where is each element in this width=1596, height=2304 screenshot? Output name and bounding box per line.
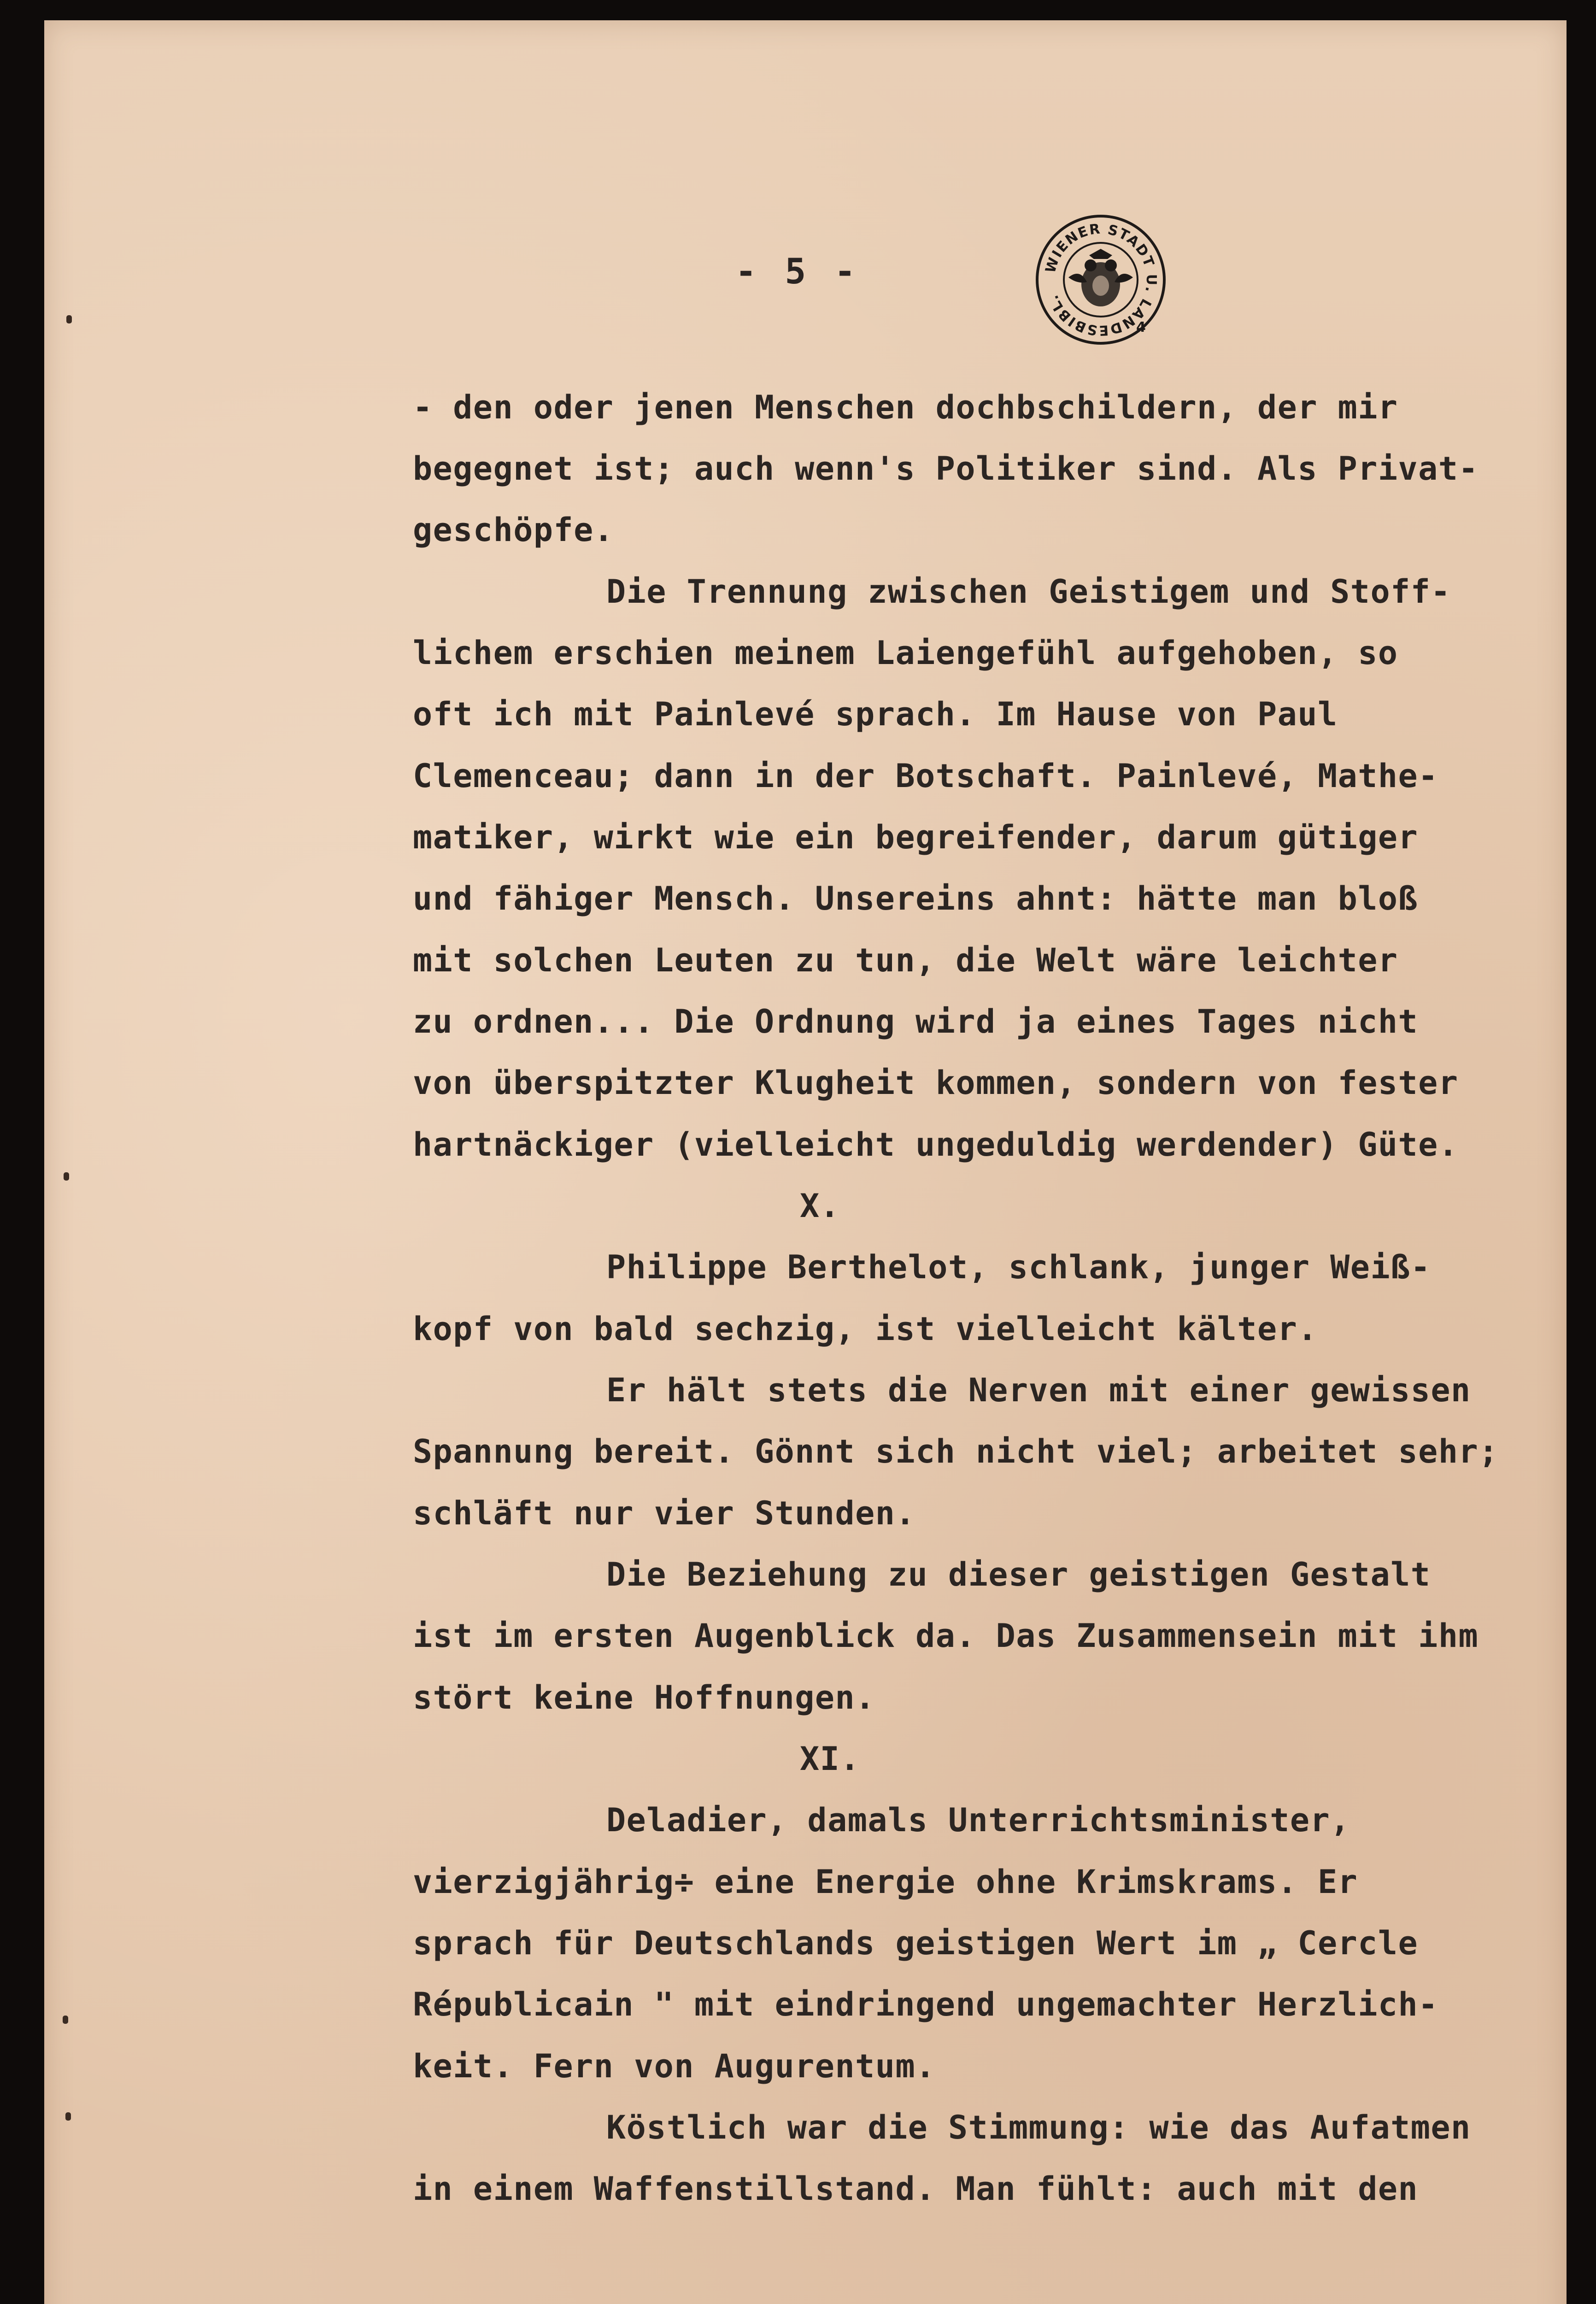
text-line: begegnet ist; auch wenn's Politiker sind. Als Privat- bbox=[413, 450, 1479, 488]
text-line: von überspitzter Klugheit kommen, sondern von fester bbox=[413, 1064, 1459, 1102]
text-line: in einem Waffenstillstand. Man fühlt: auch mit den bbox=[413, 2170, 1419, 2208]
text-line: matiker, wirkt wie ein begreifender, darum gütiger bbox=[413, 818, 1419, 856]
binder-mark bbox=[64, 1172, 69, 1181]
text-line: schläft nur vier Stunden. bbox=[413, 1494, 916, 1532]
document-page bbox=[44, 20, 1567, 2304]
text-line: Spannung bereit. Gönnt sich nicht viel; arbeitet sehr; bbox=[413, 1433, 1499, 1470]
text-line: keit. Fern von Augurentum. bbox=[413, 2047, 936, 2085]
binder-mark bbox=[66, 315, 72, 323]
section-heading: X. bbox=[800, 1187, 840, 1225]
text-line: Philippe Berthelot, schlank, junger Weiß- bbox=[606, 1248, 1431, 1286]
text-line: Clemenceau; dann in der Botschaft. Painlevé, Mathe- bbox=[413, 757, 1438, 795]
text-line: - den oder jenen Menschen dochbschildern, der mir bbox=[413, 388, 1398, 426]
text-line: zu ordnen... Die Ordnung wird ja eines Tages nicht bbox=[413, 1003, 1419, 1040]
text-line: mit solchen Leuten zu tun, die Welt wäre leichter bbox=[413, 941, 1398, 979]
library-stamp bbox=[1034, 213, 1168, 347]
section-heading: XI. bbox=[800, 1740, 860, 1778]
text-line: stört keine Hoffnungen. bbox=[413, 1679, 875, 1716]
text-line: Die Trennung zwischen Geistigem und Stoff- bbox=[606, 573, 1451, 611]
binder-mark bbox=[65, 2112, 71, 2121]
text-line: lichem erschien meinem Laiengefühl aufgehoben, so bbox=[413, 634, 1398, 672]
text-line: Deladier, damals Unterrichtsminister, bbox=[606, 1801, 1350, 1839]
svg-text:4: 4 bbox=[1136, 319, 1146, 335]
text-line: geschöpfe. bbox=[413, 511, 614, 549]
binder-mark bbox=[63, 2016, 68, 2024]
text-line: Köstlich war die Stimmung: wie das Aufatmen bbox=[606, 2109, 1471, 2146]
svg-text:WIENER STADT U. LANDESBIBL.: WIENER STADT U. LANDESBIBL. bbox=[1042, 221, 1160, 339]
text-line: Républicain " mit eindringend ungemachter Herzlich- bbox=[413, 1986, 1438, 2023]
text-line: oft ich mit Painlevé sprach. Im Hause von Paul bbox=[413, 695, 1338, 733]
text-line: und fähiger Mensch. Unsereins ahnt: hätte man bloß bbox=[413, 880, 1419, 917]
text-line: ist im ersten Augenblick da. Das Zusammensein mit ihm bbox=[413, 1617, 1479, 1655]
text-line: kopf von bald sechzig, ist vielleicht kälter. bbox=[413, 1310, 1318, 1348]
text-line: sprach für Deutschlands geistigen Wert im „ Cercle bbox=[413, 1924, 1419, 1962]
page-number: - 5 - bbox=[735, 251, 859, 292]
stamp-seal-icon bbox=[1034, 213, 1168, 347]
text-line: Er hält stets die Nerven mit einer gewissen bbox=[606, 1371, 1471, 1409]
text-line: hartnäckiger (vielleicht ungeduldig werdender) Güte. bbox=[413, 1126, 1459, 1164]
text-line: vierzigjährig÷ eine Energie ohne Krimskrams. Er bbox=[413, 1863, 1358, 1901]
text-line: Die Beziehung zu dieser geistigen Gestalt bbox=[606, 1556, 1431, 1593]
